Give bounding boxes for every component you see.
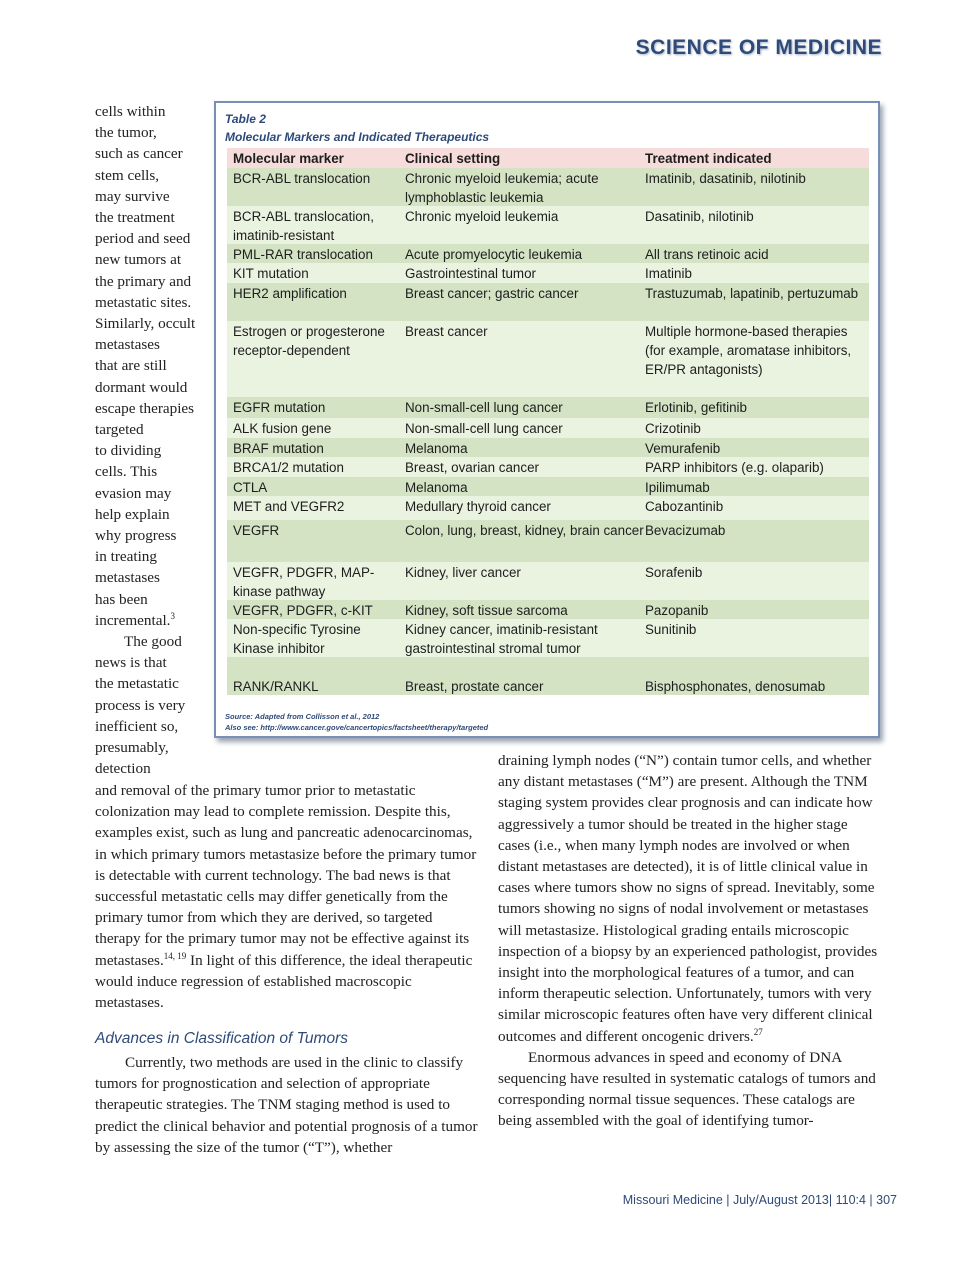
- table-cell: PARP inhibitors (e.g. olaparib): [645, 460, 824, 475]
- table-cell: Kidney, soft tissue sarcoma: [405, 603, 568, 618]
- left-paragraph-1: [95, 780, 480, 1013]
- table-cell: Imatinib: [645, 266, 692, 281]
- text-line: The good: [124, 633, 182, 651]
- text-line: stem cells,: [95, 166, 160, 184]
- page-footer: Missouri Medicine | July/August 2013| 110:4 | 307: [622, 1193, 897, 1207]
- text-line: the metastatic: [95, 675, 179, 693]
- table-cell: EGFR mutation: [233, 400, 326, 415]
- table-cell: Trastuzumab, lapatinib, pertuzumab: [645, 286, 859, 301]
- table-cell: Kidney, liver cancer: [405, 565, 521, 580]
- section-title: SCIENCE OF MEDICINE: [635, 36, 882, 59]
- table-cell: Bisphosphonates, denosumab: [645, 679, 826, 694]
- text-line: inefficient so,: [95, 717, 179, 735]
- table-cell: Crizotinib: [645, 421, 701, 436]
- text-line-content: incremental.: [95, 611, 171, 629]
- table-cell: Erlotinib, gefitinib: [645, 400, 747, 415]
- table-cell: BRAF mutation: [233, 441, 324, 456]
- table-cell: MET and VEGFR2: [233, 499, 345, 514]
- column-header: Molecular marker: [233, 151, 344, 166]
- table-cell: BCR-ABL translocation: [233, 171, 371, 186]
- table-cell: Acute promyelocytic leukemia: [405, 247, 583, 262]
- table-cell: Dasatinib, nilotinib: [645, 209, 754, 224]
- text-line: dormant would: [95, 378, 188, 396]
- text-line: targeted: [95, 421, 144, 439]
- table-cell: PML-RAR translocation: [233, 247, 373, 262]
- table-cell: Sunitinib: [645, 622, 697, 637]
- table-cell: Colon, lung, breast, kidney, brain cancer: [405, 523, 644, 538]
- text-line: Similarly, occult: [95, 315, 196, 333]
- table-cell: Non-specific Tyrosine Kinase inhibitor: [233, 622, 361, 656]
- table-row: [227, 562, 869, 600]
- table-cell: VEGFR, PDGFR, MAP-kinase pathway: [233, 565, 375, 599]
- column-header: Clinical setting: [405, 151, 501, 166]
- table-row: [227, 418, 869, 438]
- paragraph-text: and removal of the primary tumor prior to metastatic colonization may lead to complete remission. Despite this, examples exist, such as lung and pancreatic adenocarcinomas, in which primary tumors metastasize before the primary tumor is detectable with current technology. The bad news is that successful metastatic cells may differ genetically from the primary tumor from which they are derived, so targeted therapy for the primary tumor may not be effective against its metastases.: [95, 782, 477, 969]
- table-cell: Non-small-cell lung cancer: [405, 421, 563, 436]
- table-source: [225, 711, 488, 733]
- text-line: the treatment: [95, 209, 175, 227]
- text-line: process is very: [95, 696, 186, 714]
- text-line: news is that: [95, 654, 167, 672]
- table-cell: VEGFR, PDGFR, c-KIT: [233, 603, 373, 618]
- reference-marker: 3: [170, 610, 175, 621]
- text-line: the primary and: [95, 272, 192, 290]
- table-cell: Multiple hormone-based therapies (for example, aromatase inhibitors, ER/PR antagonists): [645, 324, 852, 377]
- table-row: [227, 619, 869, 657]
- text-line: period and seed: [95, 230, 191, 248]
- table-row: [227, 283, 869, 321]
- table-cell: Melanoma: [405, 441, 468, 456]
- text-line: has been: [95, 590, 148, 608]
- text-line: such as cancer: [95, 145, 183, 163]
- paragraph-text: Currently, two methods are used in the clinic to classify tumors for prognostication and selection of appropriate therapeutic strategies. The TNM staging method is used to predict the clinical behavior and potential prognosis of a tumor by assessing the size of the tumor (“T”), whether: [95, 1054, 478, 1156]
- table-cell: Breast cancer; gastric cancer: [405, 286, 579, 301]
- table-body: [227, 148, 869, 695]
- table-cell: Imatinib, dasatinib, nilotinib: [645, 171, 806, 186]
- table-cell: Pazopanib: [645, 603, 709, 618]
- table-cell: VEGFR: [233, 523, 280, 538]
- text-line: escape therapies: [95, 399, 195, 417]
- table-cell: Ipilimumab: [645, 480, 710, 495]
- also-see-note: Also see: http://www.cancer.gove/cancertopics/factsheet/therapy/targeted: [225, 723, 489, 732]
- table-row: [227, 438, 869, 457]
- reference-marker: 27: [753, 1026, 763, 1037]
- text-line: why progress: [95, 527, 177, 545]
- table-row: [227, 496, 869, 520]
- text-line: detection: [95, 760, 151, 778]
- table-row: [227, 263, 869, 283]
- table-cell: Breast, prostate cancer: [405, 679, 544, 694]
- table-cell: HER2 amplification: [233, 286, 347, 301]
- table-number: Table 2: [225, 112, 266, 126]
- text-line: help explain: [95, 505, 170, 523]
- table-cell: Cabozantinib: [645, 499, 724, 514]
- text-line: cells. This: [95, 463, 158, 481]
- paragraph-text: In light of this difference, the ideal therapeutic would induce regression of established macroscopic metastases.: [95, 951, 473, 1012]
- text-line: [95, 610, 213, 631]
- text-line: metastatic sites.: [95, 293, 192, 311]
- table-header-row: [227, 148, 869, 168]
- table-title: Molecular Markers and Indicated Therapeutics: [225, 130, 490, 144]
- table-row: [227, 657, 869, 695]
- section-heading: Advances in Classification of Tumors: [95, 1030, 348, 1047]
- table-row: [227, 520, 869, 562]
- table-row: [227, 321, 869, 397]
- table-cell: Chronic myeloid leukemia; acute lymphoblastic leukemia: [405, 171, 599, 205]
- text-line: to dividing: [95, 442, 162, 460]
- right-column: [498, 750, 883, 1132]
- paragraph-text: Enormous advances in speed and economy of DNA sequencing have resulted in systematic catalogs of tumors and corresponding normal tissue sequences. These catalogs are being assembled with the goal of identifying tumor-: [498, 1048, 876, 1130]
- table-row: [227, 206, 869, 244]
- source-note: Source: Adapted from Collisson et al., 2012: [225, 712, 380, 721]
- left-paragraph-2: [95, 1052, 480, 1158]
- table-cell: Kidney cancer, imatinib-resistant gastrointestinal stromal tumor: [405, 622, 598, 656]
- text-line: evasion may: [95, 484, 172, 502]
- table-cell: BRCA1/2 mutation: [233, 460, 344, 475]
- text-line: metastases: [95, 336, 160, 354]
- text-line: the tumor,: [95, 124, 157, 142]
- table-cell: Non-small-cell lung cancer: [405, 400, 563, 415]
- table-row: [227, 477, 869, 496]
- table-2: [214, 101, 880, 738]
- text-line: may survive: [95, 187, 170, 205]
- table-cell: All trans retinoic acid: [645, 247, 769, 262]
- table-row: [227, 397, 869, 418]
- table-cell: CTLA: [233, 480, 268, 495]
- table-cell: Breast cancer: [405, 324, 488, 339]
- text-line: metastases: [95, 569, 160, 587]
- table-cell: BCR-ABL translocation, imatinib-resistant: [233, 209, 374, 243]
- table-cell: Chronic myeloid leukemia: [405, 209, 559, 224]
- table-row: [227, 600, 869, 619]
- table-cell: Bevacizumab: [645, 523, 726, 538]
- table-cell: Medullary thyroid cancer: [405, 499, 551, 514]
- text-line: that are still: [95, 357, 167, 375]
- table-row: [227, 244, 869, 263]
- text-line: presumably,: [95, 739, 169, 757]
- table-cell: Estrogen or progesterone receptor-dependent: [233, 324, 385, 358]
- table-cell: Vemurafenib: [645, 441, 721, 456]
- table-cell: Breast, ovarian cancer: [405, 460, 539, 475]
- table-cell: Melanoma: [405, 480, 468, 495]
- column-header: Treatment indicated: [645, 151, 772, 166]
- reference-marker: 14, 19: [163, 950, 187, 961]
- table-cell: RANK/RANKL: [233, 679, 319, 694]
- paragraph-text: draining lymph nodes (“N”) contain tumor cells, and whether any distant metastases (“M”) are present. Although the TNM staging system provides clear prognosis and can indicate how aggressively a tumor should be treated in the higher stage cases (i.e., when many lymph nodes are involved or when distant metastases are detected), it is of little clinical value in cases where tumors show no signs of spread. Inevitably, some tumors showing no signs of nodal involvement or metastases will metastasize. Histological grading entails microscopic inspection of a biopsy by an experienced pathologist, provides insight into the morphological features of a tumor, and can inform therapeutic selection. Unfortunately, tumors with very similar microscopic features often have very different clinical outcomes and different oncogenic drivers.: [498, 752, 878, 1045]
- table-cell: ALK fusion gene: [233, 421, 332, 436]
- table-row: [227, 457, 869, 477]
- text-line: new tumors at: [95, 251, 182, 269]
- text-line: in treating: [95, 548, 157, 566]
- table-cell: Sorafenib: [645, 565, 703, 580]
- table-row: [227, 168, 869, 206]
- table-cell: Gastrointestinal tumor: [405, 266, 536, 281]
- table-cell: KIT mutation: [233, 266, 309, 281]
- narrow-column-text: [95, 101, 213, 780]
- text-line: cells within: [95, 103, 166, 120]
